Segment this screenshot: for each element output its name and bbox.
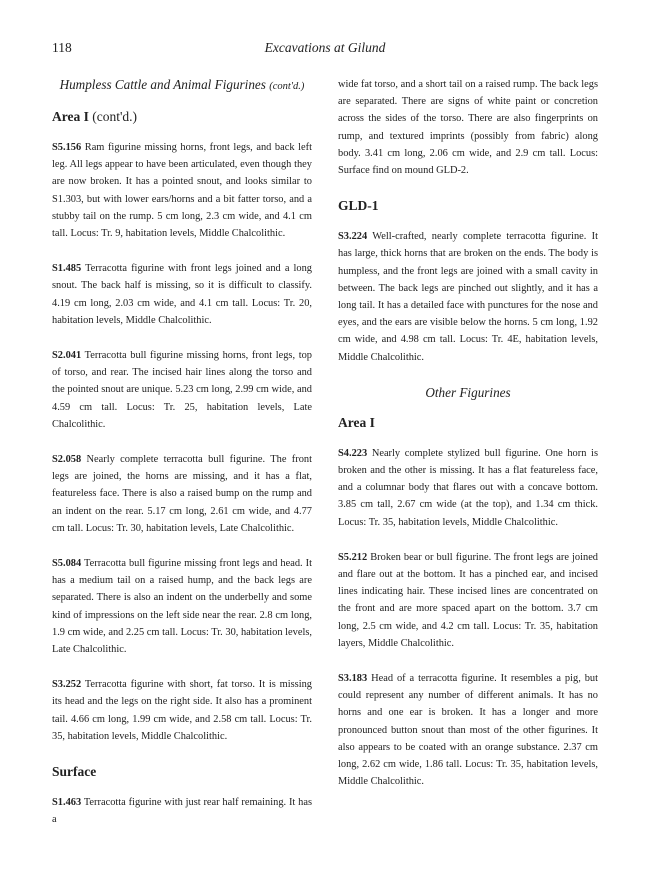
catalog-entry-s1-485 [52, 260, 312, 329]
catalog-entry-s5-084 [52, 555, 312, 658]
catalog-entry-s1-463 [52, 794, 312, 828]
catalog-entry-s2-041 [52, 347, 312, 433]
section-title-other-figurines: Other Figurines [425, 384, 511, 400]
page-number: 118 [52, 40, 72, 55]
left-column [52, 76, 312, 847]
area-heading-text: Area I [52, 109, 89, 124]
entry-code: S5.212 [338, 551, 368, 563]
catalog-entry-s5-212 [338, 549, 598, 652]
area-heading-suffix: (cont'd.) [92, 109, 138, 124]
entry-text: Nearly complete stylized bull figurine. One horn is broken and the other is missing. It has a flat featureless face, and a columnar body that flares out with a concave bottom. 3.85 cm tall, 2.67 cm wide (at the top), and 1.34 cm thick. Locus: Tr. 35, habitation levels, Middle Chalcolithic. [338, 447, 598, 528]
entry-text: Terracotta figurine with front legs joined and a long snout. The back half is missing, so it is difficult to classify. 4.19 cm long, 2.03 cm wide, and 4.1 cm tall. Locus: Tr. 20, habitation levels, Middle Chalcolithic. [52, 263, 312, 326]
catalog-entry-s5-156 [52, 139, 312, 242]
area-heading-area-i [52, 108, 312, 126]
entry-text: Terracotta figurine with short, fat torso. It is missing its head and the legs on the right side. It also has a prominent tail. 4.66 cm long, 1.99 cm wide, and 2.58 cm tall. Locus: Tr. 35, habitation levels, Middle Chalcolithic. [52, 679, 312, 742]
entry-text: Terracotta bull figurine missing horns, front legs, top of torso, and rear. The incised hair lines along the torso and the pointed snout are unique. 5.23 cm long, 2.99 cm wide, and 4.59 cm tall. Locus: Tr. 25, habitation levels, Late Chalcolithic. [52, 350, 312, 430]
section-title-suffix: (cont'd.) [269, 81, 305, 92]
entry-text: Terracotta bull figurine missing front legs and head. It has a medium tail on a raised hump, and the back legs are separated. There is also an indent on the underbelly and some kind of impressions on the left side near the rear. 2.8 cm long, 1.9 cm wide, and 2.25 cm tall. Locus: Tr. 30, habitation levels, Late Chalcolithic. [52, 558, 312, 656]
entry-code: S5.156 [52, 142, 82, 153]
section-title-text: Humpless Cattle and Animal Figurines [59, 77, 266, 92]
entry-code: S3.224 [338, 231, 368, 243]
area-heading-area-i-other: Area I [338, 414, 375, 430]
entry-code: S4.223 [338, 447, 368, 459]
entry-code: S2.041 [52, 350, 82, 362]
entry-code: S5.084 [52, 558, 82, 570]
running-title: Excavations at Gilund [264, 40, 386, 55]
entry-code: S1.485 [52, 263, 82, 275]
entry-code: S2.058 [52, 454, 82, 466]
section-title-humpless-cattle [52, 76, 312, 96]
page-header [52, 40, 598, 60]
surface-heading: Surface [52, 764, 97, 780]
gld-1-heading: GLD-1 [338, 198, 379, 214]
entry-text: Terracotta figurine with just rear half remaining. It has a [52, 797, 312, 826]
entry-text: Head of a terracotta figurine. It resembles a pig, but could represent any number of different animals. It has no horns and one ear is broken. It has a longer and more pronounced button snout than most of the other figurines. It also appears to be coated with an orange substance. 2.37 cm long, 2.62 cm wide, 1.86 tall. Locus: Tr. 35, habitation levels, Middle Chalcolithic. [338, 673, 598, 788]
entry-text: Broken bear or bull figurine. The front legs are joined and flare out at the bottom. It has a pinched ear, and incised lines indicating hair. These incised lines are concentrated on the front and are more spaced apart on the bottom. 3.7 cm long, 2.5 cm wide, and 4.2 cm tall. Locus: Tr. 35, habitation layers, Middle Chalcolithic. [338, 551, 598, 649]
right-column [338, 76, 598, 809]
catalog-entry-s3-252 [52, 676, 312, 745]
entry-code: S3.252 [52, 679, 82, 691]
catalog-entry-s4-223 [338, 445, 598, 531]
entry-text: Well-crafted, nearly complete terracotta figurine. It has large, thick horns that are broken on the ends. The body is humpless, and the front legs are joined with a small cavity in between. The back legs are pinched out slightly, and it has a long tail. It has a detailed face with punctures for the nose and eyes, and the ears are visible below the horns. 5 cm long, 1.92 cm wide, and 4.98 cm tall. Locus: Tr. 4E, habitation levels, Middle Chalcolithic. [338, 231, 598, 363]
continuation-paragraph: wide fat torso, and a short tail on a raised rump. The back legs are separated. There are signs of white paint or concretion across the sides of the torso. There are also fingerprints on rump, and textured imprints (possibly from fabric) along body. 3.41 cm long, 2.06 cm wide, and 2.9 cm tall. Locus: Surface find on mound GLD-2. [338, 79, 598, 177]
entry-text: Ram figurine missing horns, front legs, and back left leg. All legs appear to have been articulated, even though they are now broken. It has a pointed snout, and looks similar to S1.303, but with lower ears/horns and a bit fatter torso, and a stubby tail on the rump. 5 cm long, 2.3 cm wide, and 4.1 cm tall. Locus: Tr. 9, habitation levels, Middle Chalcolithic. [52, 142, 312, 240]
entry-code: S3.183 [338, 673, 368, 685]
catalog-entry-s3-183 [338, 670, 598, 790]
catalog-entry-s2-058 [52, 451, 312, 537]
entry-code: S1.463 [52, 797, 82, 809]
entry-text: Nearly complete terracotta bull figurine. The front legs are joined, the horns are missing, and it has a flat, featureless face. There is also a raised bump on the rump and an indent on the rear. 5.17 cm long, 2.61 cm wide, and 4.77 cm tall. Locus: Tr. 30, habitation levels, Late Chalcolithic. [52, 454, 312, 534]
catalog-entry-s3-224 [338, 228, 598, 366]
